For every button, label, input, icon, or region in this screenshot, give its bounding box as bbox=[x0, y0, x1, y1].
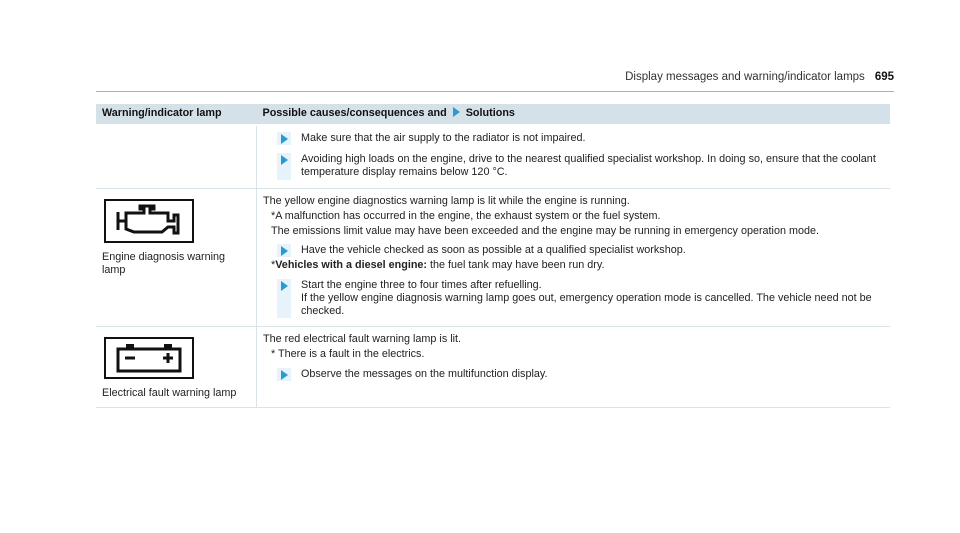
cause-text: * There is a fault in the electrics. bbox=[271, 348, 425, 361]
solution-step bbox=[277, 244, 884, 257]
header-divider bbox=[96, 91, 894, 92]
solution-step bbox=[277, 279, 884, 319]
causes-cell bbox=[257, 327, 891, 407]
cause-rest: the fuel tank may have been run dry. bbox=[427, 259, 605, 272]
causes-cell bbox=[257, 188, 891, 327]
solution-step bbox=[277, 132, 884, 145]
step-text: Avoiding high loads on the engine, drive to the nearest qualified specialist workshop. In doing so, ensure that the coolant temperature display remains below 120 °C. bbox=[301, 153, 876, 179]
step-text: Observe the messages on the multifunction display. bbox=[301, 367, 548, 380]
step-text bbox=[301, 279, 884, 319]
causes-cell bbox=[257, 125, 891, 188]
cause-text bbox=[271, 259, 884, 272]
column-header-lamp: Warning/indicator lamp bbox=[96, 104, 257, 125]
lamp-description: The red electrical fault warning lamp is lit. bbox=[263, 333, 462, 346]
column-header-solutions-text: Solutions bbox=[465, 107, 515, 120]
cause-bold: Vehicles with a diesel engine: bbox=[275, 259, 428, 272]
table-header-row bbox=[96, 104, 890, 125]
table-row bbox=[96, 125, 890, 188]
step-arrow-icon bbox=[281, 370, 288, 380]
engine-diagnosis-icon bbox=[104, 199, 250, 247]
lamp-label: Engine diagnosis warning lamp bbox=[102, 250, 226, 277]
lamp-cell bbox=[96, 327, 257, 407]
step-line: If the yellow engine diagnosis warning lamp goes out, emergency operation mode is cancelled. The vehicle need not be checked. bbox=[301, 291, 872, 318]
battery-icon bbox=[104, 337, 250, 383]
cause-text: *A malfunction has occurred in the engine, the exhaust system or the fuel system. bbox=[271, 209, 661, 222]
step-arrow-icon bbox=[281, 281, 288, 291]
lamp-label: Electrical fault warning lamp bbox=[102, 387, 237, 400]
column-header-causes bbox=[257, 104, 891, 125]
lamp-description: The yellow engine diagnostics warning lamp is lit while the engine is running. bbox=[263, 194, 630, 207]
table-row bbox=[96, 327, 890, 407]
lamp-cell bbox=[96, 188, 257, 327]
step-marker bbox=[277, 279, 297, 319]
step-line: Start the engine three to four times after refuelling. bbox=[301, 278, 542, 291]
cause-detail: The emissions limit value may have been exceeded and the engine may be running in emergency operation mode. bbox=[271, 225, 819, 238]
step-arrow-icon bbox=[281, 134, 288, 144]
solution-step bbox=[277, 368, 884, 381]
solution-step bbox=[277, 153, 884, 179]
step-text: Make sure that the air supply to the radiator is not impaired. bbox=[301, 132, 586, 144]
column-header-causes-text: Possible causes/consequences and bbox=[262, 107, 447, 120]
lamp-cell-empty bbox=[96, 125, 257, 188]
table-row bbox=[96, 188, 890, 327]
step-marker bbox=[277, 153, 297, 179]
step-marker bbox=[277, 368, 297, 381]
step-marker bbox=[277, 244, 297, 257]
step-text: Have the vehicle checked as soon as possible at a qualified specialist workshop. bbox=[301, 244, 686, 257]
step-marker bbox=[277, 132, 297, 145]
page-number: 695 bbox=[874, 71, 894, 83]
page-header bbox=[625, 71, 894, 83]
step-arrow-icon bbox=[281, 246, 288, 256]
page-header-title: Display messages and warning/indicator lamps bbox=[625, 71, 865, 83]
cause-marker: * bbox=[271, 259, 276, 272]
warning-lamp-table bbox=[96, 104, 890, 408]
step-arrow-icon bbox=[281, 155, 288, 165]
arrow-right-icon bbox=[453, 107, 460, 117]
